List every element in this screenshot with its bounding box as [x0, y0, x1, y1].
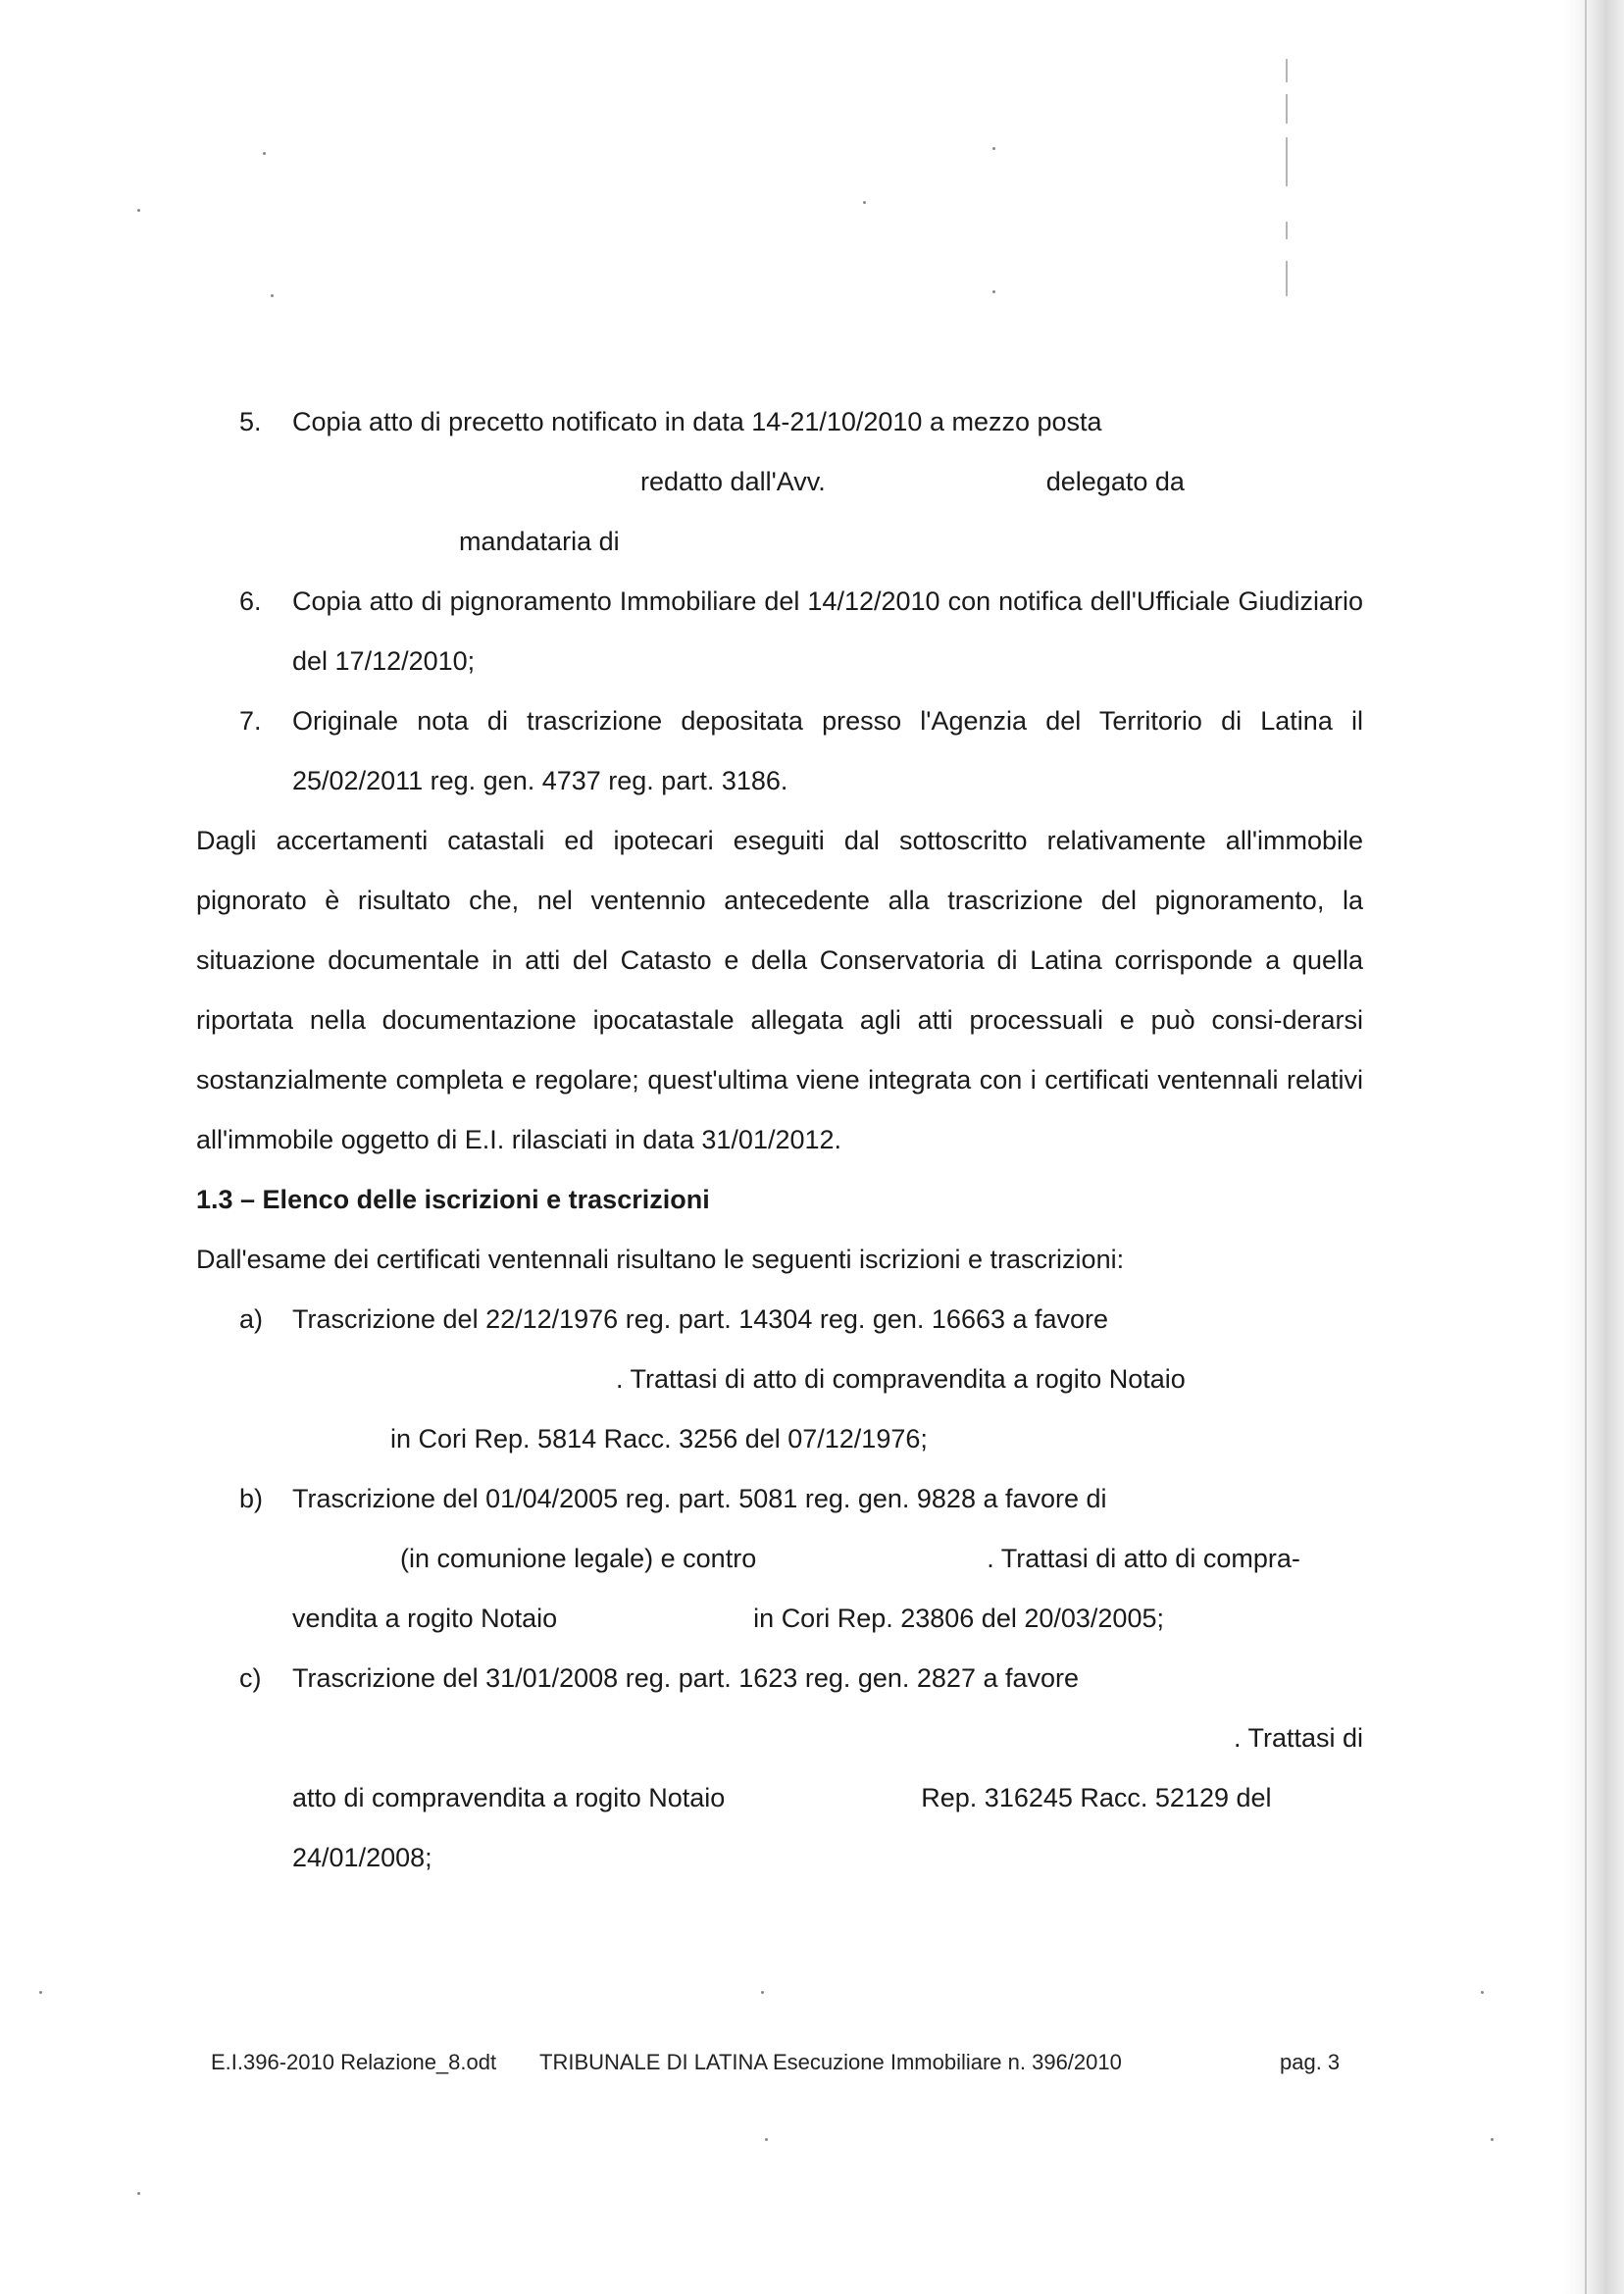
- item-line: in Cori Rep. 5814 Racc. 3256 del 07/12/1976;: [390, 1424, 928, 1453]
- scan-mark: [1286, 137, 1288, 186]
- item-letter: a): [239, 1304, 264, 1334]
- scan-speck: [863, 201, 866, 204]
- scan-border-line: [1585, 0, 1587, 2294]
- item-line: 24/01/2008;: [292, 1843, 432, 1872]
- body-paragraph: Dagli accertamenti catastali ed ipotecari eseguiti dal sottoscritto relativamente all'immobile pignorato è risultato che, nel ventennio antecedente alla trascrizione del pignoramento, la situazione documentale in atti del Catasto e della Conservatoria di Latina corrisponde a quella riportata nella documentazione ipocatastale allegata agli atti processuali e può consi-derarsi sostanzialmente completa e regolare; quest'ultima viene integrata con i certificati ventennali relativi all'immobile oggetto di E.I. rilasciati in data 31/01/2012.: [196, 826, 1363, 1154]
- item-line: mandataria di: [459, 527, 620, 556]
- scan-speck: [137, 2192, 140, 2195]
- item-line: . Trattasi di: [1233, 1723, 1363, 1753]
- item-number: 7.: [239, 706, 262, 736]
- item-line: atto di compravendita a rogito Notaio Rep. 316245 Racc. 52129 del: [292, 1783, 1272, 1812]
- numbered-item-7: [196, 691, 1363, 811]
- scan-speck: [271, 294, 274, 297]
- item-line: Copia atto di precetto notificato in data 14-21/10/2010 a mezzo posta: [292, 407, 1102, 436]
- scan-edge: [1563, 0, 1624, 2294]
- scan-mark: [1286, 94, 1288, 124]
- item-line: (in comunione legale) e contro . Trattasi di atto di compra-: [400, 1544, 1300, 1573]
- item-number: 5.: [239, 407, 262, 436]
- scan-speck: [992, 147, 995, 150]
- footer-court: TRIBUNALE DI LATINA Esecuzione Immobiliare n. 396/2010: [539, 2050, 1122, 2074]
- document-body: [196, 392, 1363, 1888]
- scan-speck: [761, 1991, 764, 1994]
- scan-speck: [1491, 2138, 1494, 2141]
- lettered-item-b: [196, 1469, 1363, 1649]
- item-letter: b): [239, 1484, 264, 1513]
- scan-speck: [137, 209, 140, 212]
- item-line: Trascrizione del 22/12/1976 reg. part. 14304 reg. gen. 16663 a favore: [292, 1304, 1109, 1334]
- item-line: . Trattasi di atto di compravendita a rogito Notaio: [616, 1364, 1186, 1394]
- item-line: Trascrizione del 01/04/2005 reg. part. 5081 reg. gen. 9828 a favore di: [292, 1484, 1107, 1513]
- item-letter: c): [239, 1663, 262, 1693]
- scan-speck: [263, 152, 266, 155]
- item-line: vendita a rogito Notaio in Cori Rep. 23806 del 20/03/2005;: [292, 1604, 1164, 1633]
- footer-filename: E.I.396-2010 Relazione_8.odt: [211, 2050, 497, 2074]
- scan-speck: [39, 1991, 42, 1994]
- section-intro: Dall'esame dei certificati ventennali risultano le seguenti iscrizioni e trascrizioni:: [196, 1245, 1125, 1274]
- item-text: Originale nota di trascrizione depositata presso l'Agenzia del Territorio di Latina il 25/02/2011 reg. gen. 4737 reg. part. 3186.: [292, 706, 1363, 795]
- scan-mark: [1286, 59, 1288, 82]
- footer-page-number: pag. 3: [1280, 2050, 1341, 2074]
- scan-speck: [765, 2138, 768, 2141]
- numbered-item-6: [196, 572, 1363, 691]
- item-number: 6.: [239, 586, 262, 616]
- numbered-item-5: [196, 392, 1363, 572]
- item-line: redatto dall'Avv. delegato da: [640, 467, 1185, 496]
- scan-mark: [1286, 222, 1288, 239]
- scan-mark: [1286, 261, 1288, 296]
- section-heading: 1.3 – Elenco delle iscrizioni e trascrizioni: [196, 1185, 710, 1214]
- scan-speck: [1481, 1991, 1484, 1994]
- lettered-item-c: [196, 1649, 1363, 1888]
- lettered-item-a: [196, 1290, 1363, 1469]
- scan-speck: [992, 290, 995, 293]
- item-text: Copia atto di pignoramento Immobiliare del 14/12/2010 con notifica dell'Ufficiale Giudiziario del 17/12/2010;: [292, 586, 1363, 676]
- item-line: Trascrizione del 31/01/2008 reg. part. 1623 reg. gen. 2827 a favore: [292, 1663, 1080, 1693]
